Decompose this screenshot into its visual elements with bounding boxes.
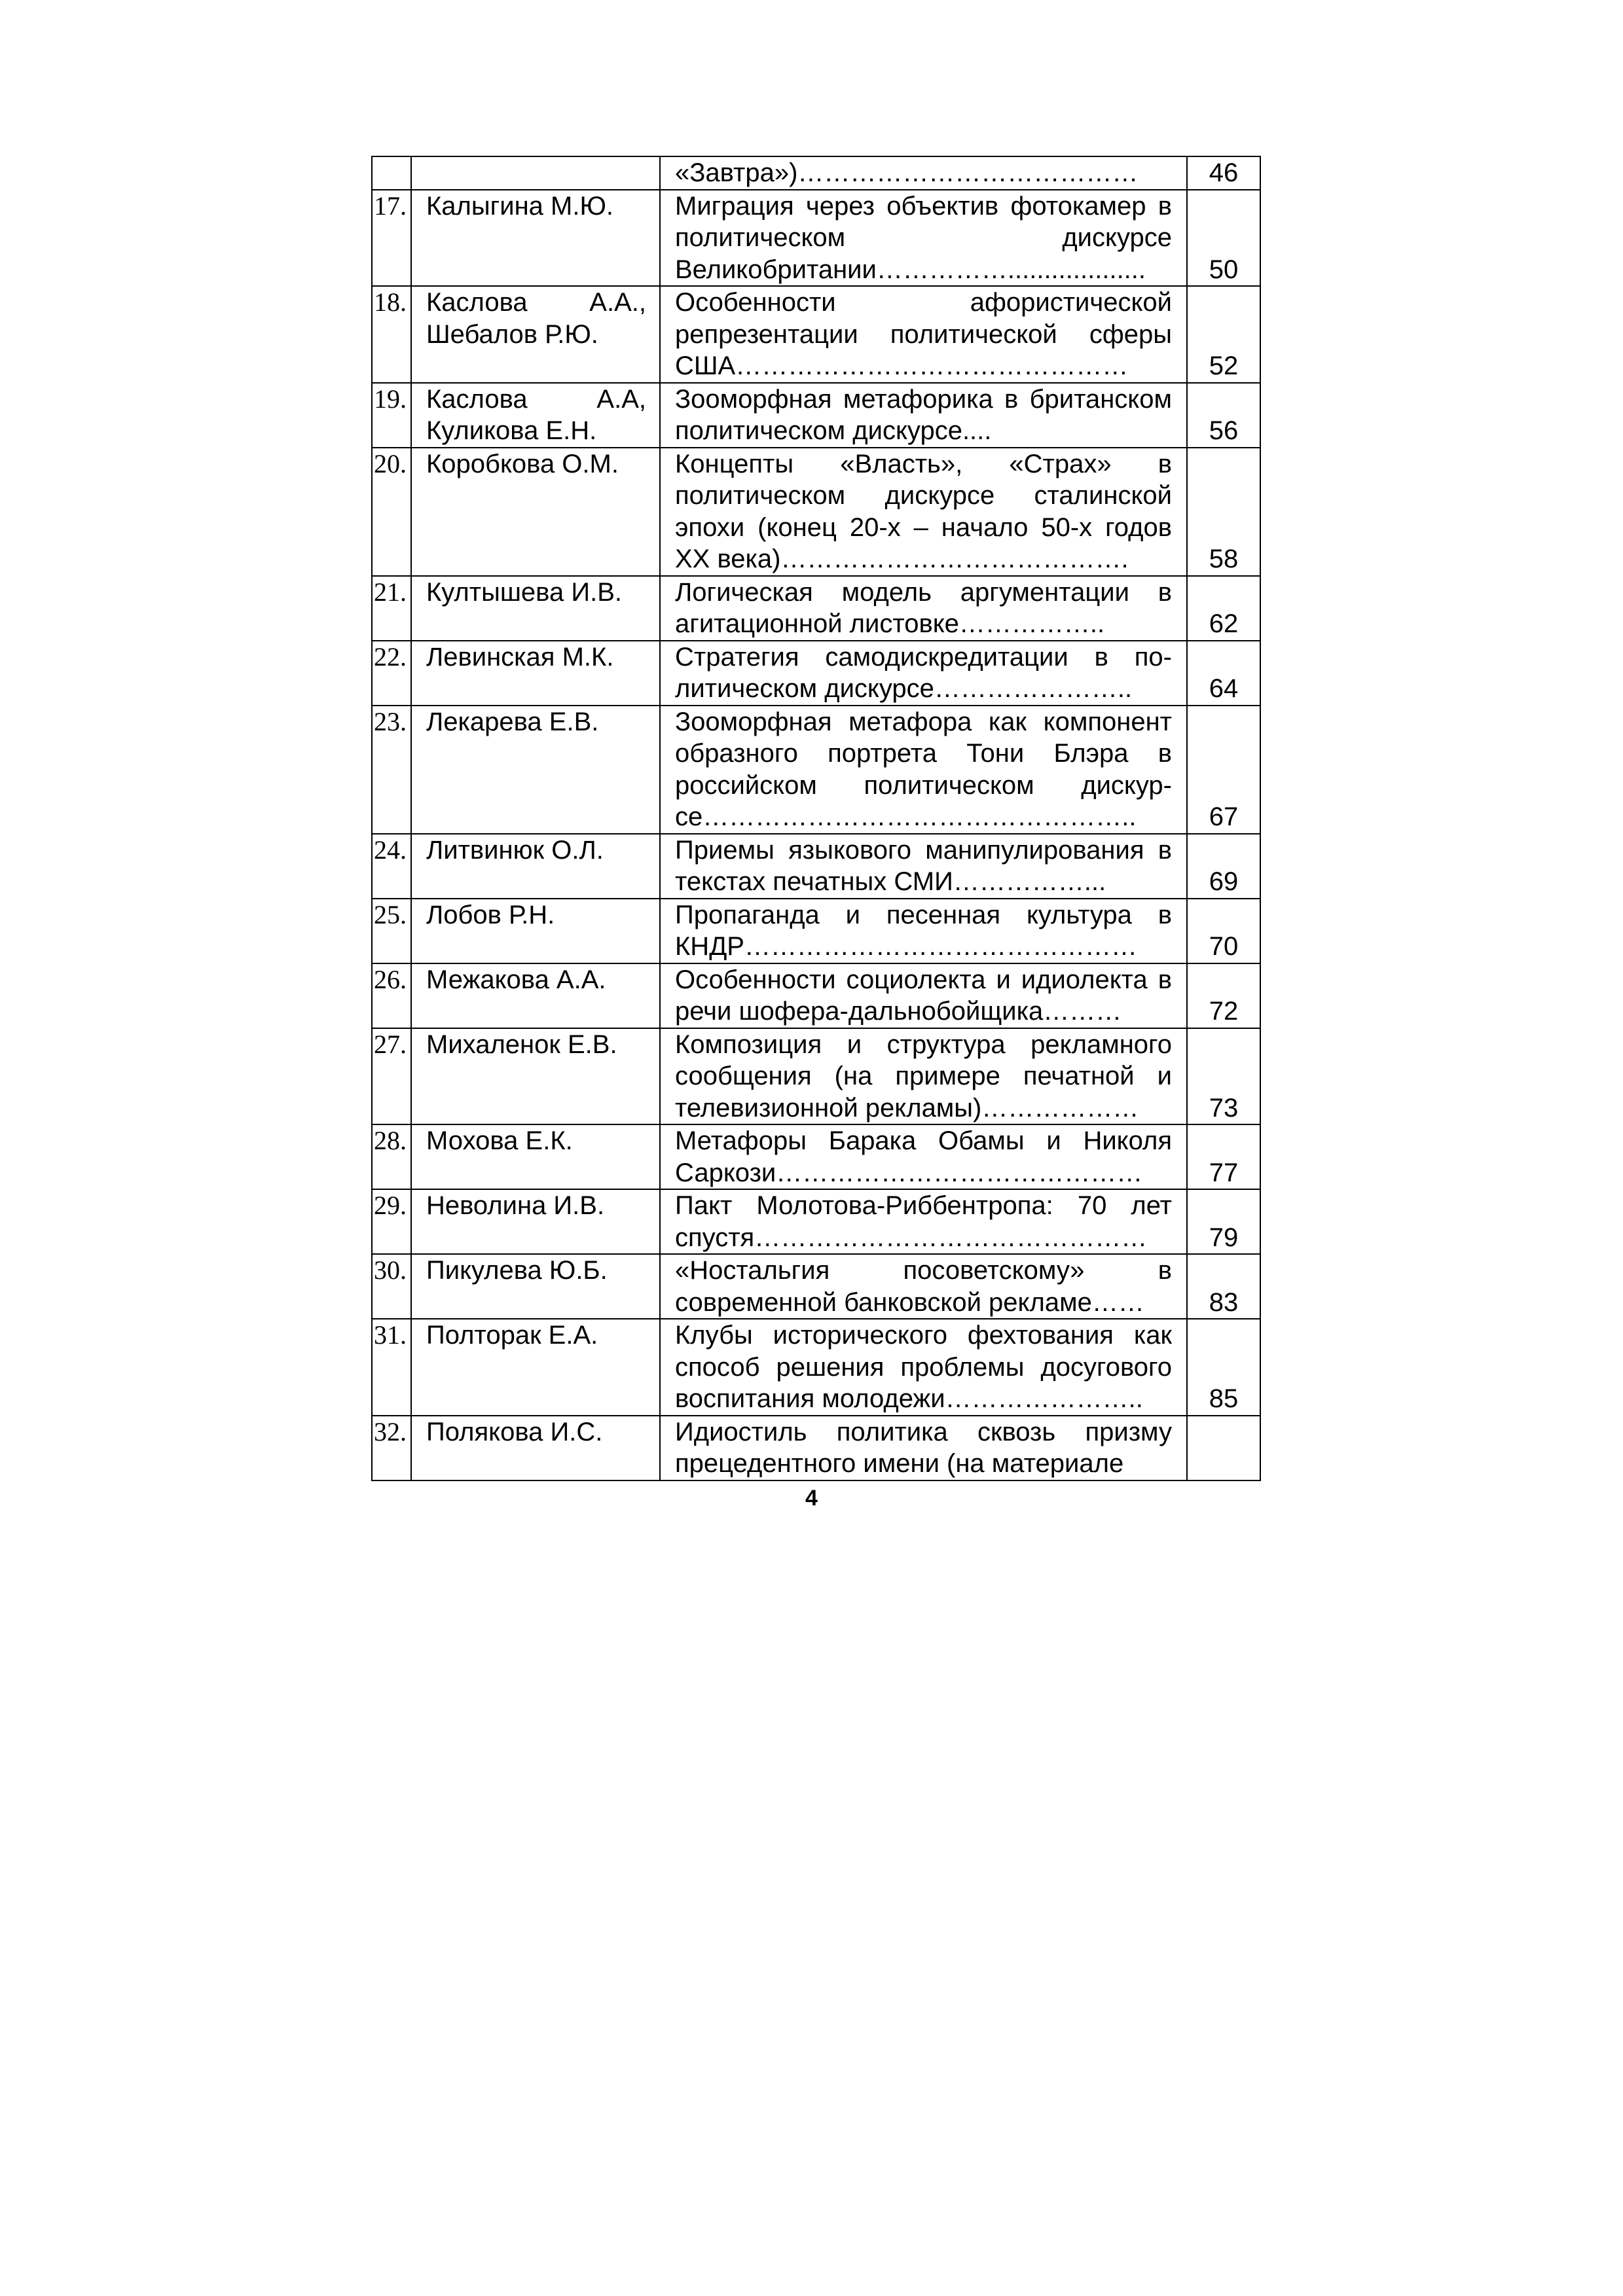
author-line: Полякова И.С. — [426, 1417, 603, 1446]
author-line: Пикулева Ю.Б. — [426, 1256, 608, 1285]
entry-title: Клубы исторического фехтования как способ решения проблемы досугового воспитания молодежи………………….. — [660, 1319, 1187, 1416]
table-of-contents — [371, 156, 1261, 1481]
author-line: Левинская М.К. — [426, 642, 614, 672]
entry-page-number: 85 — [1187, 1319, 1260, 1416]
entry-number: 30. — [372, 1254, 411, 1319]
entry-number: 27. — [372, 1028, 411, 1125]
toc-row — [372, 190, 1260, 287]
entry-number: 25. — [372, 899, 411, 963]
toc-row — [372, 834, 1260, 899]
entry-title: Логическая модель аргументации в агитационной листовке…………….. — [660, 576, 1187, 641]
entry-author — [411, 1416, 660, 1480]
author-line: Каслова А.А., — [426, 288, 646, 317]
entry-page-number: 70 — [1187, 899, 1260, 963]
entry-title: Концепты «Власть», «Страх» в политическом дискурсе сталинской эпохи (конец 20-х – начало 50-х годов XX века)…………………………………. — [660, 448, 1187, 576]
entry-page-number: 52 — [1187, 286, 1260, 383]
entry-page-number: 46 — [1187, 156, 1260, 190]
entry-author — [411, 156, 660, 190]
entry-title: Зооморфная метафора как компонент образного портрета Тони Блэра в российском политическом дискур-се………………………………………….. — [660, 706, 1187, 834]
entry-title: Приемы языкового манипулирования в текстах печатных СМИ……………... — [660, 834, 1187, 899]
toc-row — [372, 899, 1260, 963]
toc-row — [372, 706, 1260, 834]
author-line: Шебалов Р.Ю. — [426, 319, 598, 349]
entry-title: Особенности афористической репрезентации политической сферы США……………………………………… — [660, 286, 1187, 383]
entry-author — [411, 706, 660, 834]
entry-number: 32. — [372, 1416, 411, 1480]
entry-author — [411, 448, 660, 576]
entry-number: 31. — [372, 1319, 411, 1416]
author-line: Мохова Е.К. — [426, 1126, 573, 1155]
author-line: Коробкова О.М. — [426, 449, 619, 478]
entry-page-number: 72 — [1187, 963, 1260, 1028]
entry-page-number: 69 — [1187, 834, 1260, 899]
entry-author — [411, 834, 660, 899]
entry-number: 28. — [372, 1124, 411, 1189]
toc-row — [372, 963, 1260, 1028]
entry-page-number: 56 — [1187, 383, 1260, 448]
toc-row — [372, 156, 1260, 190]
entry-page-number: 50 — [1187, 190, 1260, 287]
entry-title: Идиостиль политика сквозь призму прецедентного имени (на материале — [660, 1416, 1187, 1480]
entry-author — [411, 641, 660, 706]
entry-number: 21. — [372, 576, 411, 641]
entry-author — [411, 1028, 660, 1125]
author-line: Куликова Е.Н. — [426, 416, 597, 445]
entry-page-number: 77 — [1187, 1124, 1260, 1189]
toc-row — [372, 1319, 1260, 1416]
author-line: Литвинюк О.Л. — [426, 835, 604, 865]
entry-title: Особенности социолекта и идиолекта в речи шофера-дальнобойщика……… — [660, 963, 1187, 1028]
entry-title: «Завтра»)………………………………… — [660, 156, 1187, 190]
entry-number: 18. — [372, 286, 411, 383]
entry-title: Стратегия самодискредитации в по-литическом дискурсе………………….. — [660, 641, 1187, 706]
toc-row — [372, 448, 1260, 576]
author-line: Неволина И.В. — [426, 1191, 605, 1220]
entry-title: Пакт Молотова-Риббентропа: 70 лет спустя……………………………………… — [660, 1189, 1187, 1254]
entry-author — [411, 963, 660, 1028]
entry-title: Композиция и структура рекламного сообщения (на примере печатной и телевизионной рекламы)……………… — [660, 1028, 1187, 1125]
author-line: Каслова А.А, — [426, 384, 646, 414]
entry-author — [411, 383, 660, 448]
entry-title: Зооморфная метафорика в британском политическом дискурсе.... — [660, 383, 1187, 448]
entry-author — [411, 1254, 660, 1319]
toc-row — [372, 1254, 1260, 1319]
entry-author — [411, 899, 660, 963]
entry-page-number: 67 — [1187, 706, 1260, 834]
entry-number — [372, 156, 411, 190]
entry-number: 17. — [372, 190, 411, 287]
entry-page-number: 73 — [1187, 1028, 1260, 1125]
toc-row — [372, 286, 1260, 383]
entry-page-number: 62 — [1187, 576, 1260, 641]
toc-row — [372, 383, 1260, 448]
author-line: Лекарева Е.В. — [426, 707, 599, 736]
author-line: Култышева И.В. — [426, 577, 622, 607]
entry-page-number: 58 — [1187, 448, 1260, 576]
entry-page-number: 64 — [1187, 641, 1260, 706]
toc-row — [372, 1028, 1260, 1125]
entry-page-number: 79 — [1187, 1189, 1260, 1254]
entry-number: 29. — [372, 1189, 411, 1254]
author-line: Михаленок Е.В. — [426, 1030, 617, 1059]
entry-number: 19. — [372, 383, 411, 448]
toc-row — [372, 641, 1260, 706]
author-line: Калыгина М.Ю. — [426, 191, 613, 221]
entry-author — [411, 1319, 660, 1416]
entry-author — [411, 286, 660, 383]
entry-author — [411, 576, 660, 641]
toc-row — [372, 1416, 1260, 1480]
entry-page-number — [1187, 1416, 1260, 1480]
entry-title: Миграция через объектив фотокамер в политическом дискурсе Великобритании……………................... — [660, 190, 1187, 287]
page-number: 4 — [805, 1486, 818, 1511]
toc-row — [372, 1124, 1260, 1189]
toc-row — [372, 576, 1260, 641]
toc-row — [372, 1189, 1260, 1254]
entry-number: 26. — [372, 963, 411, 1028]
author-line: Лобов Р.Н. — [426, 900, 555, 929]
entry-author — [411, 190, 660, 287]
author-line: Межакова А.А. — [426, 965, 606, 994]
entry-number: 20. — [372, 448, 411, 576]
toc-body — [372, 156, 1260, 1480]
entry-page-number: 83 — [1187, 1254, 1260, 1319]
entry-author — [411, 1124, 660, 1189]
author-line: Полторак Е.А. — [426, 1321, 598, 1350]
entry-number: 24. — [372, 834, 411, 899]
entry-number: 22. — [372, 641, 411, 706]
entry-title: Пропаганда и песенная культура в КНДР……………………………………… — [660, 899, 1187, 963]
entry-title: «Ностальгия посоветскому» в современной банковской рекламе…… — [660, 1254, 1187, 1319]
entry-number: 23. — [372, 706, 411, 834]
entry-title: Метафоры Барака Обамы и Николя Саркози…………………………………… — [660, 1124, 1187, 1189]
entry-author — [411, 1189, 660, 1254]
